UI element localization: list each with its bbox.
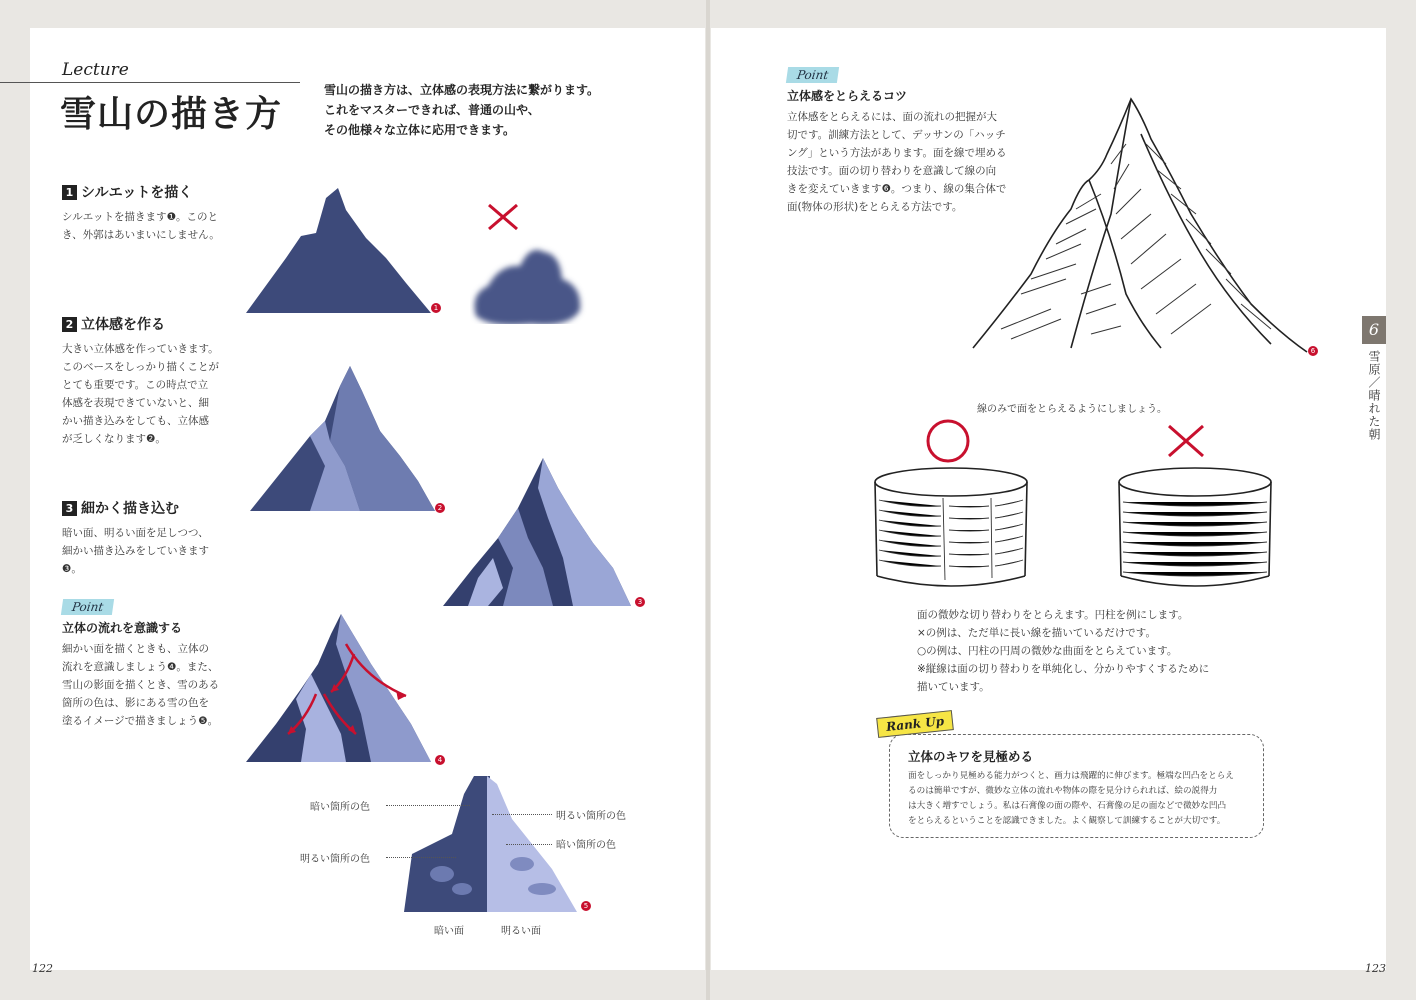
rankup-tag: Rank Up [876, 710, 954, 738]
mountain-split-color-illustration [402, 774, 580, 916]
label-dark-face: 暗い面 [434, 926, 464, 937]
point-body [62, 640, 242, 730]
point-box-left [62, 596, 242, 730]
body-line: き、外郭はあいまいにしません。 [62, 229, 220, 241]
section-1 [62, 182, 232, 244]
intro-line: これをマスターできれば、普通の山や、 [324, 103, 540, 117]
lecture-label: Lecture [62, 60, 129, 80]
intro-line: 雪山の描き方は、立体感の表現方法に繋がります。 [324, 83, 600, 97]
label-bright-face: 明るい面 [501, 926, 541, 937]
section-3 [62, 498, 242, 578]
caption-line: 描いています。 [917, 681, 990, 693]
intro-line: その他様々な立体に応用できます。 [324, 123, 516, 137]
section-body [62, 208, 232, 244]
rankup-line: 面をしっかり見極める能力がつくと、画力は飛躍的に伸びます。極端な凹凸をとらえ [908, 771, 1234, 781]
body-line: 技法です。面の切り替わりを意識して線の向 [787, 165, 997, 177]
marker-3: 3 [635, 597, 645, 607]
marker-6: 6 [1308, 346, 1318, 356]
body-line: 流れを意識しましょう❹。また、 [62, 661, 219, 673]
lecture-rule [0, 82, 300, 83]
mountain-detailed-illustration [443, 458, 633, 608]
label-dark-part-color-right: 暗い箇所の色 [556, 840, 616, 851]
circle-correct-icon [923, 418, 973, 464]
body-line: ❸。 [62, 563, 82, 575]
body-line: 体感を表現できていないと、細 [62, 397, 209, 409]
rankup-body [908, 769, 1234, 829]
section-body [62, 340, 232, 448]
rankup-heading: 立体のキワを見極める [908, 749, 1034, 764]
section-title: 細かく描き込む [81, 501, 179, 517]
body-line: 雪山の影面を描くとき、雪のある [62, 679, 220, 691]
cylinder-bad-illustration [1115, 464, 1275, 594]
caption-line: ※縦線は面の切り替わりを単純化し、分かりやすくするために [917, 663, 1210, 675]
caption-line: 面の微妙な切り替わりをとらえます。円柱を例にします。 [917, 609, 1189, 621]
rankup-line: るのは簡単ですが、微妙な立体の流れや物体の際を見分けられれば、絵の説得力 [908, 786, 1218, 796]
point-tag: Point [786, 67, 839, 83]
caption-line: ○の例は、円柱の円周の微妙な曲面をとらえています。 [917, 645, 1178, 657]
body-line: 立体感をとらえるには、面の流れの把握が大 [787, 111, 997, 123]
marker-4: 4 [435, 755, 445, 765]
chapter-tab-label: 雪原／晴れた朝 [1367, 350, 1381, 441]
label-bright-part-color-left: 明るい箇所の色 [300, 854, 370, 865]
body-line: 切です。訓練方法として、デッサンの「ハッチ [787, 129, 1006, 141]
body-line: ング」という方法があります。面を線で埋める [787, 147, 1007, 159]
page-gutter [706, 0, 710, 1000]
section-2 [62, 314, 232, 448]
leader-line [506, 844, 552, 845]
chapter-tab: 6 [1362, 316, 1386, 344]
body-line: かい描き込みをしても、立体感 [62, 415, 209, 427]
section-title: シルエットを描く [81, 185, 193, 201]
body-line: 大きい立体感を作っていきます。 [62, 343, 219, 355]
intro-text [324, 80, 599, 140]
section-title: 立体感を作る [81, 317, 165, 333]
leader-line [386, 805, 470, 806]
cylinder-good-illustration [871, 464, 1031, 594]
mountain-volume-illustration [250, 366, 440, 516]
leader-line [492, 814, 552, 815]
left-page [30, 28, 705, 975]
body-line: が乏しくなります❷。 [62, 433, 166, 445]
section-number: 3 [62, 501, 77, 516]
body-line: 箇所の色は、影にある雪の色を [62, 697, 209, 709]
body-line: シルエットを描きます❶。このと [62, 211, 218, 223]
body-line: 面(物体の形状)をとらえる方法です。 [787, 201, 963, 213]
section-number: 1 [62, 185, 77, 200]
point-tag: Point [61, 599, 114, 615]
section-body [62, 524, 242, 578]
body-line: 塗るイメージで描きましょう❺。 [62, 715, 219, 727]
mountain-flow-illustration [246, 614, 436, 764]
body-line: 細かい描き込みをしていきます [62, 545, 209, 557]
rankup-box [889, 734, 1264, 838]
mountain-silhouette-illustration [246, 188, 436, 318]
page-number-left: 122 [32, 962, 53, 975]
label-bright-part-color-right: 明るい箇所の色 [556, 811, 626, 822]
body-line: このベースをしっかり描くことが [62, 361, 219, 373]
rankup-line: をとらえるということを認識できました。よく観察して訓練することが大切です。 [908, 816, 1226, 826]
section-heading [62, 314, 232, 334]
marker-2: 2 [435, 503, 445, 513]
section-heading [62, 498, 242, 518]
body-line: 暗い面、明るい面を足しつつ、 [62, 527, 209, 539]
leader-line [386, 857, 456, 858]
caption-top: 線のみで面をとらえるようにしましょう。 [977, 404, 1167, 415]
caption-line: ×の例は、ただ単に長い線を描いているだけです。 [917, 627, 1156, 639]
body-line: とても重要です。この時点で立 [62, 379, 209, 391]
marker-1: 1 [431, 303, 441, 313]
section-heading [62, 182, 232, 202]
rankup-line: は大きく増すでしょう。私は石膏像の面の際や、石膏像の足の面などで微妙な凹凸 [908, 801, 1227, 811]
point-heading: 立体の流れを意識する [62, 621, 183, 635]
hatched-mountain-illustration [971, 94, 1311, 356]
blurry-mountain-illustration [470, 224, 590, 324]
body-line: きを変えていきます❻。つまり、線の集合体で [787, 183, 1007, 195]
page-number-right: 123 [1365, 962, 1386, 975]
section-number: 2 [62, 317, 77, 332]
point-heading: 立体感をとらえるコツ [787, 89, 908, 103]
page-title: 雪山の描き方 [60, 94, 283, 135]
right-page [711, 28, 1386, 975]
body-line: 細かい面を描くときも、立体の [62, 643, 209, 655]
marker-5: 5 [581, 901, 591, 911]
cross-wrong-icon [1165, 422, 1207, 460]
caption-block [917, 606, 1209, 696]
label-dark-part-color: 暗い箇所の色 [310, 802, 370, 813]
